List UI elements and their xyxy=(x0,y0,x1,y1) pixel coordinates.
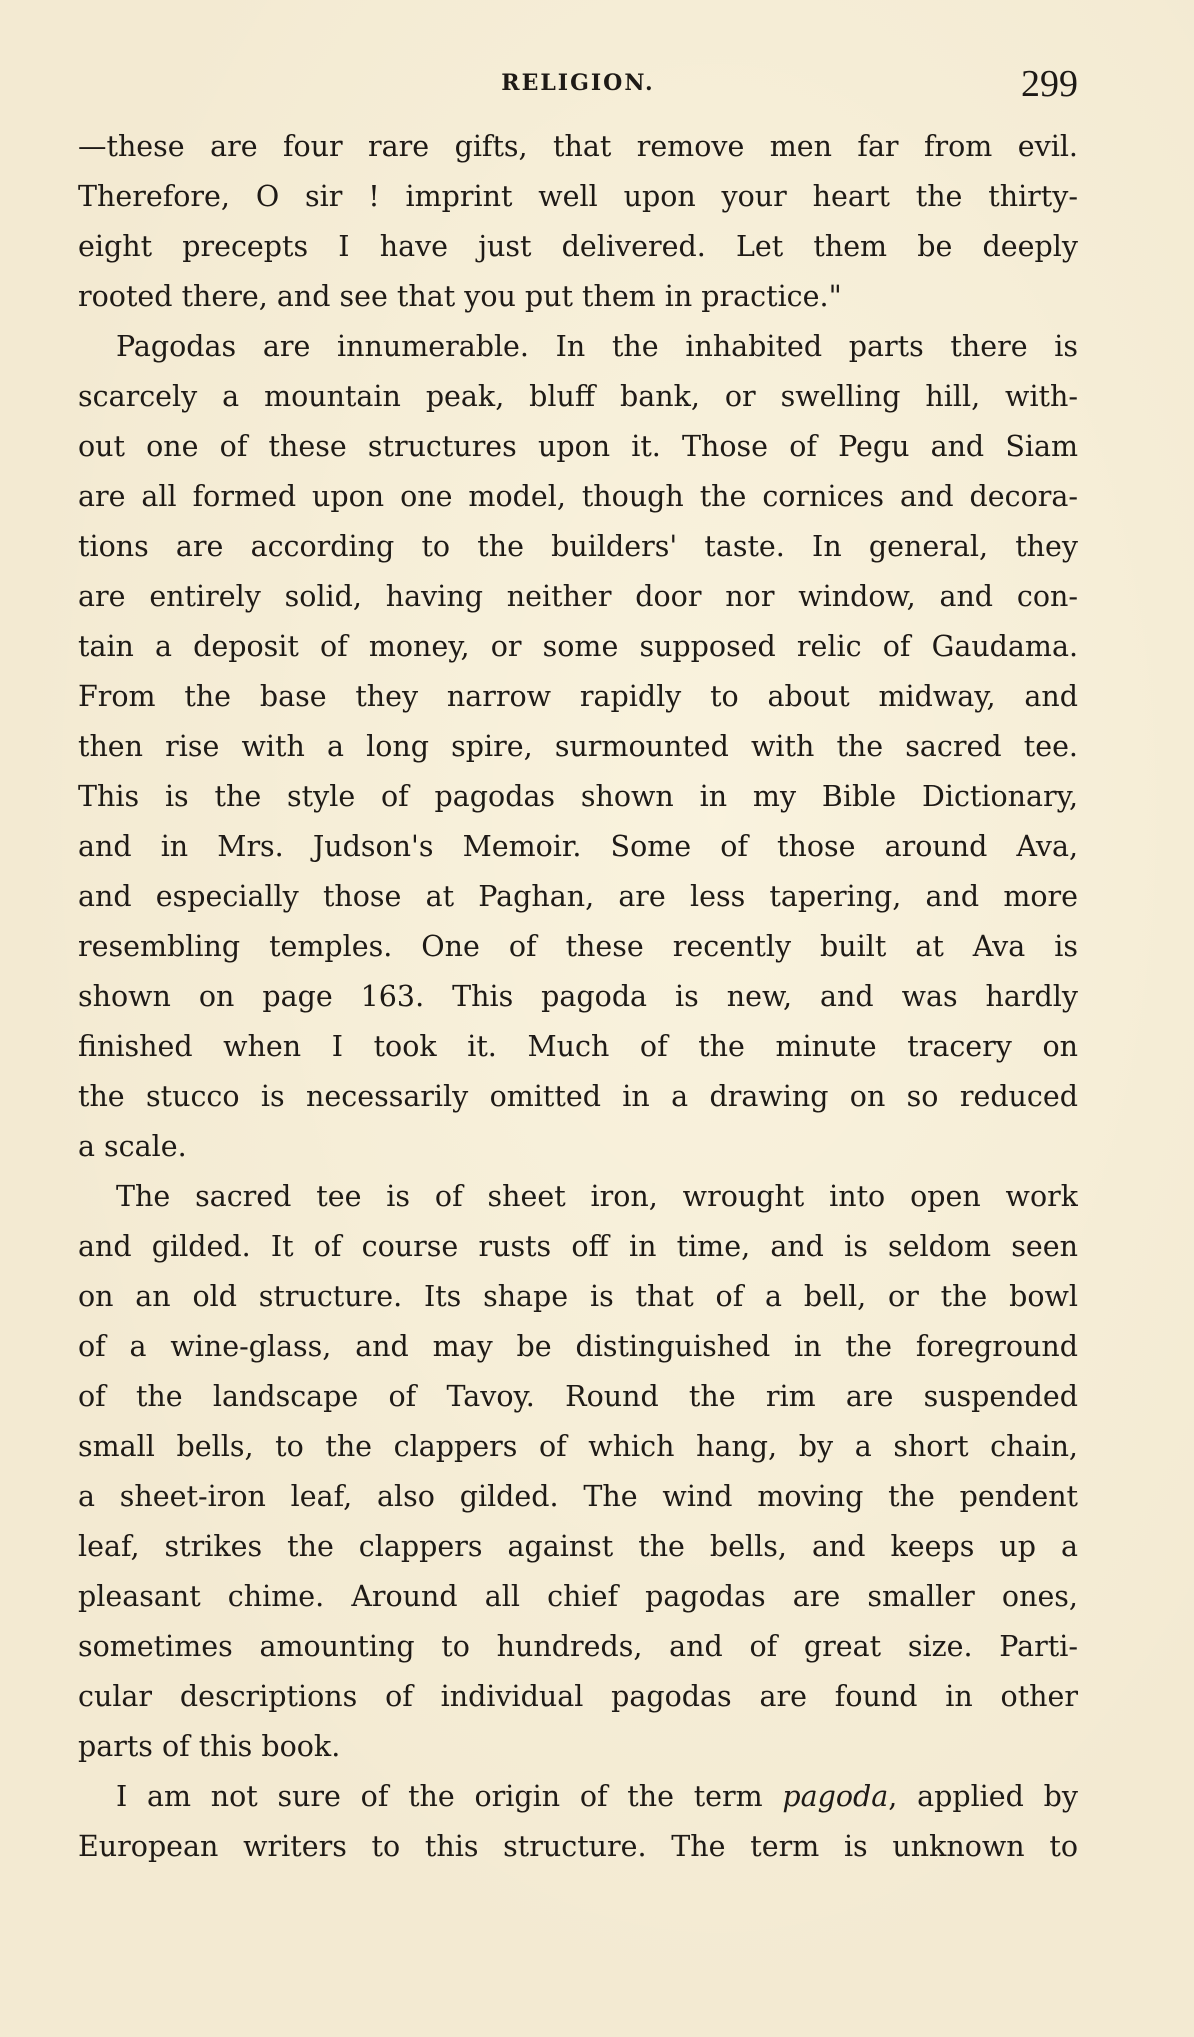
text-line: rooted there, and see that you put them in practice." xyxy=(78,280,842,313)
text-line: pleasant chime. Around all chief pagodas are smaller ones, xyxy=(78,1580,1078,1613)
text-line: The sacred tee is of sheet iron, wrought into open work xyxy=(116,1180,1078,1213)
text-line: tain a deposit of money, or some supposed relic of Gaudama. xyxy=(78,630,1078,663)
text-line: the stucco is necessarily omitted in a drawing on so reduced xyxy=(78,1080,1078,1113)
text-line: Therefore, O sir ! imprint well upon your heart the thirty- xyxy=(78,180,1078,213)
text-line: and gilded. It of course rusts off in time, and is seldom seen xyxy=(78,1230,1078,1263)
body-text xyxy=(78,122,1078,1872)
text-line: and in Mrs. Judson's Memoir. Some of those around Ava, xyxy=(78,830,1078,863)
text-segment: I am not sure of the origin of the term xyxy=(116,1780,783,1813)
text-line: on an old structure. Its shape is that of a bell, or the bowl xyxy=(78,1280,1078,1313)
text-segment: , applied by xyxy=(888,1780,1078,1813)
text-line: shown on page 163. This pagoda is new, and was hardly xyxy=(78,980,1078,1013)
text-line: then rise with a long spire, surmounted with the sacred tee. xyxy=(78,730,1078,763)
text-line: small bells, to the clappers of which hang, by a short chain, xyxy=(78,1430,1078,1463)
page-number: 299 xyxy=(1021,63,1078,105)
text-line: cular descriptions of individual pagodas are found in other xyxy=(78,1680,1078,1713)
italic-term: pagoda xyxy=(782,1780,889,1813)
text-line: of a wine-glass, and may be distinguished in the foreground xyxy=(78,1330,1078,1363)
text-line: finished when I took it. Much of the minute tracery on xyxy=(78,1030,1078,1063)
text-line: leaf, strikes the clappers against the bells, and keeps up a xyxy=(78,1530,1078,1563)
text-line: are all formed upon one model, though the cornices and decora- xyxy=(78,480,1078,513)
text-line: This is the style of pagodas shown in my Bible Dictionary, xyxy=(78,780,1078,813)
text-line: European writers to this structure. The term is unknown to xyxy=(78,1830,1078,1863)
text-line xyxy=(78,1772,1078,1822)
text-line: resembling temples. One of these recently built at Ava is xyxy=(78,930,1078,963)
text-line: From the base they narrow rapidly to about midway, and xyxy=(78,680,1078,713)
text-line: scarcely a mountain peak, bluff bank, or swelling hill, with- xyxy=(78,380,1078,413)
running-title: RELIGION. xyxy=(501,70,655,96)
text-line: tions are according to the builders' taste. In general, they xyxy=(78,530,1078,563)
text-line: a sheet-iron leaf, also gilded. The wind moving the pendent xyxy=(78,1480,1078,1513)
running-head xyxy=(78,62,1078,112)
text-line: are entirely solid, having neither door nor window, and con- xyxy=(78,580,1078,613)
text-line: out one of these structures upon it. Those of Pegu and Siam xyxy=(78,430,1078,463)
text-line: of the landscape of Tavoy. Round the rim are suspended xyxy=(78,1380,1078,1413)
text-line: eight precepts I have just delivered. Let them be deeply xyxy=(78,230,1078,263)
text-line: parts of this book. xyxy=(78,1730,341,1763)
text-line: and especially those at Paghan, are less tapering, and more xyxy=(78,880,1078,913)
text-line: —these are four rare gifts, that remove men far from evil. xyxy=(78,130,1078,163)
text-line: sometimes amounting to hundreds, and of great size. Parti- xyxy=(78,1630,1078,1663)
text-line: Pagodas are innumerable. In the inhabited parts there is xyxy=(116,330,1078,363)
text-line: a scale. xyxy=(78,1130,187,1163)
